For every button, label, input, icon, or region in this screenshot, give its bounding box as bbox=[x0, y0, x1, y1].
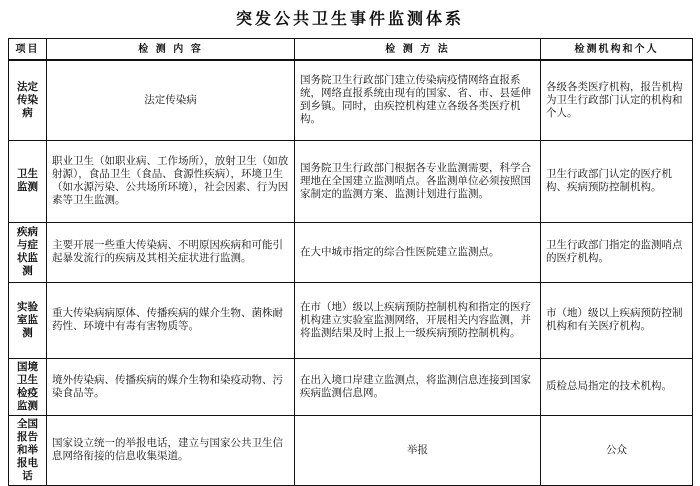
row-content: 国家设立统一的举报电话，建立与国家公共卫生信息网络衔接的信息收集渠道。 bbox=[47, 415, 295, 485]
table-row bbox=[9, 140, 693, 222]
table-row bbox=[9, 358, 693, 415]
row-agency: 市（地）级以上疾病预防控制机构和有关医疗机构。 bbox=[541, 282, 693, 358]
row-method: 举报 bbox=[295, 415, 541, 485]
row-content: 法定传染病 bbox=[47, 60, 295, 140]
header-agency: 检测机构和个人 bbox=[541, 39, 693, 61]
row-item: 国境卫生检疫监测 bbox=[9, 358, 47, 415]
document-title: 突发公共卫生事件监测体系 bbox=[235, 9, 464, 28]
row-agency: 各级各类医疗机构，报告机构为卫生行政部门认定的机构和个人。 bbox=[541, 60, 693, 140]
row-method: 在市（地）级以上疾病预防控制机构和指定的医疗机构建立实验室监测网络，开展相关内容监测，并将监测结果及时上报上一级疾病预防控制机构。 bbox=[295, 282, 541, 358]
row-method: 在出入境口岸建立监测点，将监测信息连接到国家疾病监测信息网。 bbox=[295, 358, 541, 415]
table-row bbox=[9, 415, 693, 485]
row-content: 境外传染病、传播疾病的媒介生物和染疫动物、污染食品等。 bbox=[47, 358, 295, 415]
table-row bbox=[9, 282, 693, 358]
row-item: 疾病与症状监测 bbox=[9, 222, 47, 282]
row-agency: 卫生行政部门认定的医疗机构、疾病预防控制机构。 bbox=[541, 140, 693, 222]
row-item: 法定传染病 bbox=[9, 60, 47, 140]
row-content: 重大传染病病原体、传播疾病的媒介生物、菌株耐药性、环境中有毒有害物质等。 bbox=[47, 282, 295, 358]
row-item: 实验室监测 bbox=[9, 282, 47, 358]
header-item: 项目 bbox=[9, 39, 47, 61]
row-agency: 卫生行政部门指定的监测哨点的医疗机构。 bbox=[541, 222, 693, 282]
row-agency: 公众 bbox=[541, 415, 693, 485]
header-content: 检 测 内 容 bbox=[47, 39, 295, 61]
row-agency: 质检总局指定的技术机构。 bbox=[541, 358, 693, 415]
row-item: 卫生监测 bbox=[9, 140, 47, 222]
row-method: 国务院卫生行政部门根据各专业监测需要，科学合理地在全国建立监测哨点。各监测单位必须按照国家制定的监测方案、监测计划进行监测。 bbox=[295, 140, 541, 222]
row-method: 国务院卫生行政部门建立传染病疫情网络直报系统，网络直报系统由现有的国家、省、市、县延伸到乡镇。同时，由疾控机构建立各级各类医疗机构。 bbox=[295, 60, 541, 140]
row-method: 在大中城市指定的综合性医院建立监测点。 bbox=[295, 222, 541, 282]
row-content: 主要开展一些重大传染病、不明原因疾病和可能引起暴发流行的疾病及其相关症状进行监测。 bbox=[47, 222, 295, 282]
row-content: 职业卫生（如职业病、工作场所），放射卫生（如放射源），食品卫生（食品、食源性疾病），环境卫生（如水源污染、公共场所环境），社会因素、行为因素等卫生监测。 bbox=[47, 140, 295, 222]
table-header-row bbox=[9, 39, 693, 61]
monitoring-system-table bbox=[8, 38, 693, 486]
row-item: 全国报告和举报电话 bbox=[9, 415, 47, 485]
table-row bbox=[9, 60, 693, 140]
header-method: 检 测 方 法 bbox=[295, 39, 541, 61]
table-row bbox=[9, 222, 693, 282]
